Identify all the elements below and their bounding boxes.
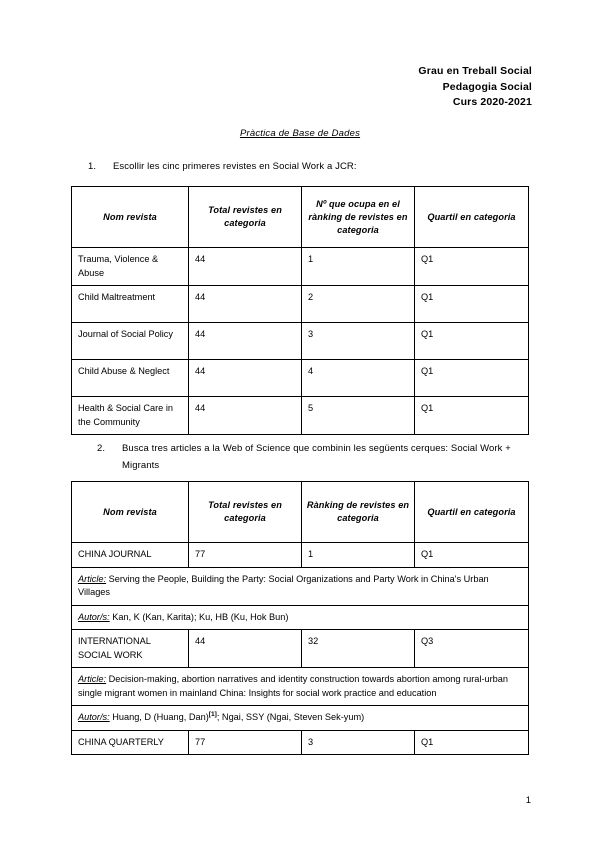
page-number: 1 (525, 795, 531, 806)
table2-entry2-rank: 3 (302, 730, 415, 755)
table2-entry1-article-cell (72, 668, 529, 706)
table1-row3-quartile: Q1 (415, 360, 529, 397)
table2-entry1-authors-part2: ; Ngai, SSY (Ngai, Steven Sek-yum) (216, 712, 365, 722)
table-row (72, 397, 529, 435)
table1-row3-journal: Child Abuse & Neglect (72, 360, 189, 397)
authors-label: Autor/s: (78, 611, 110, 622)
table-header-row (72, 482, 529, 543)
table-row (72, 543, 529, 568)
table2-entry1-authors-part1: Huang, D (Huang, Dan) (112, 712, 209, 722)
table2-entry0-rank: 1 (302, 543, 415, 568)
header-line-course-year: Curs 2020-2021 (452, 96, 532, 108)
table1-row1-total: 44 (189, 286, 302, 323)
table1-row3-total: 44 (189, 360, 302, 397)
table-row (72, 630, 529, 668)
table-row (72, 286, 529, 323)
articles-search-table (71, 481, 529, 755)
table2-header-quartile: Quartil en categoria (415, 482, 529, 543)
table1-row1-journal: Child Maltreatment (72, 286, 189, 323)
article-label: Article: (78, 573, 107, 584)
document-subtitle (0, 128, 600, 139)
table1-row4-journal: Health & Social Care in the Community (72, 397, 189, 435)
list-item-1 (88, 158, 518, 175)
table2-entry0-journal: CHINA JOURNAL (72, 543, 189, 568)
table1-row0-quartile: Q1 (415, 248, 529, 286)
table2-entry0-article-text: Serving the People, Building the Party: Social Organizations and Party Work in China's Urban Villages (78, 573, 489, 597)
table-row (72, 567, 529, 605)
list-item-1-text: Escollir les cinc primeres revistes en Social Work a JCR: (113, 161, 357, 172)
table1-row1-quartile: Q1 (415, 286, 529, 323)
table2-entry1-quartile: Q3 (415, 630, 529, 668)
table1-row2-total: 44 (189, 323, 302, 360)
list-item-1-number: 1. (88, 161, 97, 172)
table2-entry0-total: 77 (189, 543, 302, 568)
table2-entry1-total: 44 (189, 630, 302, 668)
table2-entry1-authors-cell (72, 706, 529, 731)
document-subtitle-text: Pràctica de Base de Dades (239, 128, 361, 139)
table1-header-rank-position: Nº que ocupa en el rànking de revistes en categoria (302, 187, 415, 248)
table1-row0-journal: Trauma, Violence & Abuse (72, 248, 189, 286)
document-header (418, 64, 532, 111)
journals-ranking-table (71, 186, 529, 435)
table1-header-quartile: Quartil en categoria (415, 187, 529, 248)
table1-row1-rank: 2 (302, 286, 415, 323)
table-row (72, 248, 529, 286)
table-header-row (72, 187, 529, 248)
table-row (72, 730, 529, 755)
table1-row2-rank: 3 (302, 323, 415, 360)
table-row (72, 605, 529, 630)
authors-label: Autor/s: (78, 712, 110, 722)
table-row (72, 668, 529, 706)
table1-row4-quartile: Q1 (415, 397, 529, 435)
table1-row0-total: 44 (189, 248, 302, 286)
list-item-2-number: 2. (97, 443, 106, 454)
table2-entry0-authors-text: Kan, K (Kan, Karita); Ku, HB (Ku, Hok Bun) (112, 611, 289, 622)
table2-header-journal-name: Nom revista (72, 482, 189, 543)
table2-entry0-article-cell (72, 567, 529, 605)
header-line-degree: Grau en Treball Social (418, 65, 532, 77)
article-label: Article: (78, 674, 107, 684)
table2-header-ranking: Rànking de revistes en categoria (302, 482, 415, 543)
table2-entry0-quartile: Q1 (415, 543, 529, 568)
table1-header-journal-name: Nom revista (72, 187, 189, 248)
table2-header-total-journals: Total revistes en categoria (189, 482, 302, 543)
table2-entry0-authors-cell (72, 605, 529, 630)
table1-header-total-journals: Total revistes en categoria (189, 187, 302, 248)
table1-row4-total: 44 (189, 397, 302, 435)
table1-row0-rank: 1 (302, 248, 415, 286)
table2-entry1-rank: 32 (302, 630, 415, 668)
table2-entry1-journal: INTERNATIONAL SOCIAL WORK (72, 630, 189, 668)
table1-row3-rank: 4 (302, 360, 415, 397)
table1-row2-quartile: Q1 (415, 323, 529, 360)
table-row (72, 706, 529, 731)
table2-entry2-journal: CHINA QUARTERLY (72, 730, 189, 755)
table2-entry2-quartile: Q1 (415, 730, 529, 755)
list-item-2-text: Busca tres articles a la Web of Science que combinin les següents cerques: Social Work + Migrants (122, 443, 511, 471)
reference-marker: [1] (208, 710, 217, 718)
header-line-subject: Pedagogia Social (442, 80, 532, 93)
table1-row2-journal: Journal of Social Policy (72, 323, 189, 360)
table2-entry1-article-text: Decision-making, abortion narratives and identity construction towards abortion among rural-urban single migrant women in mainland China: Insights for social work practice and education (78, 674, 509, 698)
list-item-2 (97, 440, 522, 474)
table-row (72, 323, 529, 360)
table2-entry2-total: 77 (189, 730, 302, 755)
table1-row4-rank: 5 (302, 397, 415, 435)
table-row (72, 360, 529, 397)
